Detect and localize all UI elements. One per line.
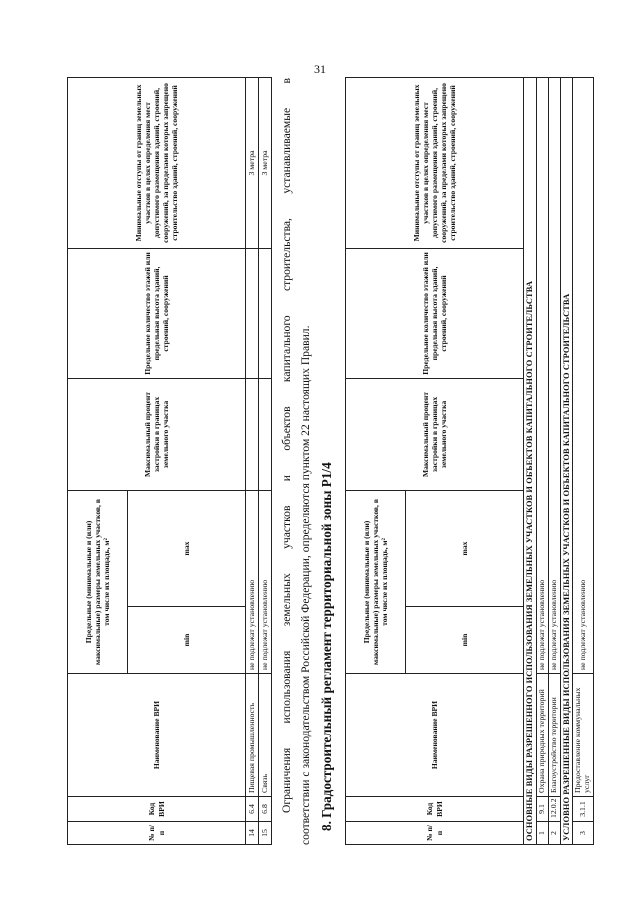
header-name: Наименование ВРИ bbox=[346, 674, 524, 797]
cell-indent: 3 метра bbox=[259, 77, 272, 248]
cell-code: 6.4 bbox=[246, 797, 259, 822]
cell-size: не подлежат установлению bbox=[536, 77, 548, 673]
page-number: 31 bbox=[314, 62, 326, 76]
header-percent: Максимальный процент застройки в границах земельного участка bbox=[68, 378, 246, 490]
restrictions-paragraph: Ограничения использования земельных участков и объектов капитального строительства, устанавливаемые в bbox=[280, 78, 293, 813]
header-code: Код ВРИ bbox=[346, 797, 524, 822]
header-code: Код ВРИ bbox=[68, 797, 246, 822]
cell-code: 12.0.2 bbox=[548, 797, 560, 822]
band-main-uses bbox=[524, 77, 537, 844]
cell-name: Благоустройство территории bbox=[548, 674, 560, 797]
restrictions-paragraph-cont: соответствии с законодательством Российской Федерации, определяются пунктом 22 настоящих Правил. bbox=[299, 325, 312, 845]
header-floors: Предельное количество этажей или предельная высота зданий, строений, сооружений bbox=[68, 248, 246, 378]
cell-num: 1 bbox=[536, 822, 548, 845]
header-floors: Предельное количество этажей или предельная высота зданий, строений, сооружений bbox=[346, 248, 524, 378]
cell-floors bbox=[259, 248, 272, 378]
table-row bbox=[536, 77, 548, 844]
table-row bbox=[259, 77, 272, 844]
header-min: min bbox=[406, 607, 524, 674]
cell-size: не подлежат установлению bbox=[246, 490, 259, 673]
header-num: № п/п bbox=[68, 822, 246, 845]
cell-code: 6.8 bbox=[259, 797, 272, 822]
rotated-page-content bbox=[67, 78, 592, 845]
band-main-label: ОСНОВНЫЕ ВИДЫ РАЗРЕШЕННОГО ИСПОЛЬЗОВАНИЯ ЗЕМЕЛЬНЫХ УЧАСТКОВ И ОБЪЕКТОВ КАПИТАЛЬНОГО СТРОИТЕЛЬСТВА bbox=[524, 77, 537, 844]
header-name: Наименование ВРИ bbox=[68, 674, 246, 797]
cell-floors bbox=[246, 248, 259, 378]
header-size: Предельные (минимальные и (или) максимальные) размеры земельных участков, в том числе их площадь, м² bbox=[68, 490, 128, 673]
cell-num: 15 bbox=[259, 822, 272, 845]
cell-size: не подлежат установлению bbox=[548, 77, 560, 673]
table-continuation bbox=[67, 77, 272, 845]
cell-percent bbox=[246, 378, 259, 490]
header-num: № п/п bbox=[346, 822, 524, 845]
cell-code: 9.1 bbox=[536, 797, 548, 822]
table-row bbox=[246, 77, 259, 844]
cell-size: не подлежат установлению bbox=[259, 490, 272, 673]
cell-name: Охрана природных территорий bbox=[536, 674, 548, 797]
header-indent: Минимальные отступы от границ земельных участков в целях определения мест допустимого размещения зданий, строений, сооружений, за пределами которых запрещено строительство зданий, строений, сооружений bbox=[68, 77, 246, 248]
cell-code: 3.1.1 bbox=[573, 797, 594, 822]
header-size: Предельные (минимальные и (или) максимальные) размеры земельных участков, в том числе их площадь, м² bbox=[346, 490, 406, 673]
cell-name: Предоставление коммунальных услуг bbox=[573, 674, 594, 797]
header-indent: Минимальные отступы от границ земельных участков в целях определения мест допустимого размещения зданий, строений, сооружений, за пределами которых запрещено строительство зданий, строений, сооружений bbox=[346, 77, 524, 248]
header-min: min bbox=[128, 607, 246, 674]
cell-num: 2 bbox=[548, 822, 560, 845]
header-max: max bbox=[406, 490, 524, 606]
section-title: 8. Градостроительный регламент территориальной зоны Р1/4 bbox=[319, 462, 334, 831]
cell-indent: 3 метра bbox=[246, 77, 259, 248]
cell-num: 3 bbox=[573, 822, 594, 845]
cell-percent bbox=[259, 378, 272, 490]
table-row bbox=[548, 77, 560, 844]
cell-name: Пищевая промышленность bbox=[246, 674, 259, 797]
band-conditional-label: УСЛОВНО РАЗРЕШЕННЫЕ ВИДЫ ИСПОЛЬЗОВАНИЯ ЗЕМЕЛЬНЫХ УЧАСТКОВ И ОБЪЕКТОВ КАПИТАЛЬНОГО СТРОИТЕЛЬСТВА bbox=[560, 77, 573, 844]
cell-size: не подлежат установлению bbox=[573, 77, 594, 673]
cell-name: Связь bbox=[259, 674, 272, 797]
header-max: max bbox=[128, 490, 246, 606]
band-conditional-uses bbox=[560, 77, 573, 844]
table-row bbox=[573, 77, 594, 844]
header-percent: Максимальный процент застройки в границах земельного участка bbox=[346, 378, 524, 490]
cell-num: 14 bbox=[246, 822, 259, 845]
table-zone-r1-4 bbox=[345, 77, 594, 845]
